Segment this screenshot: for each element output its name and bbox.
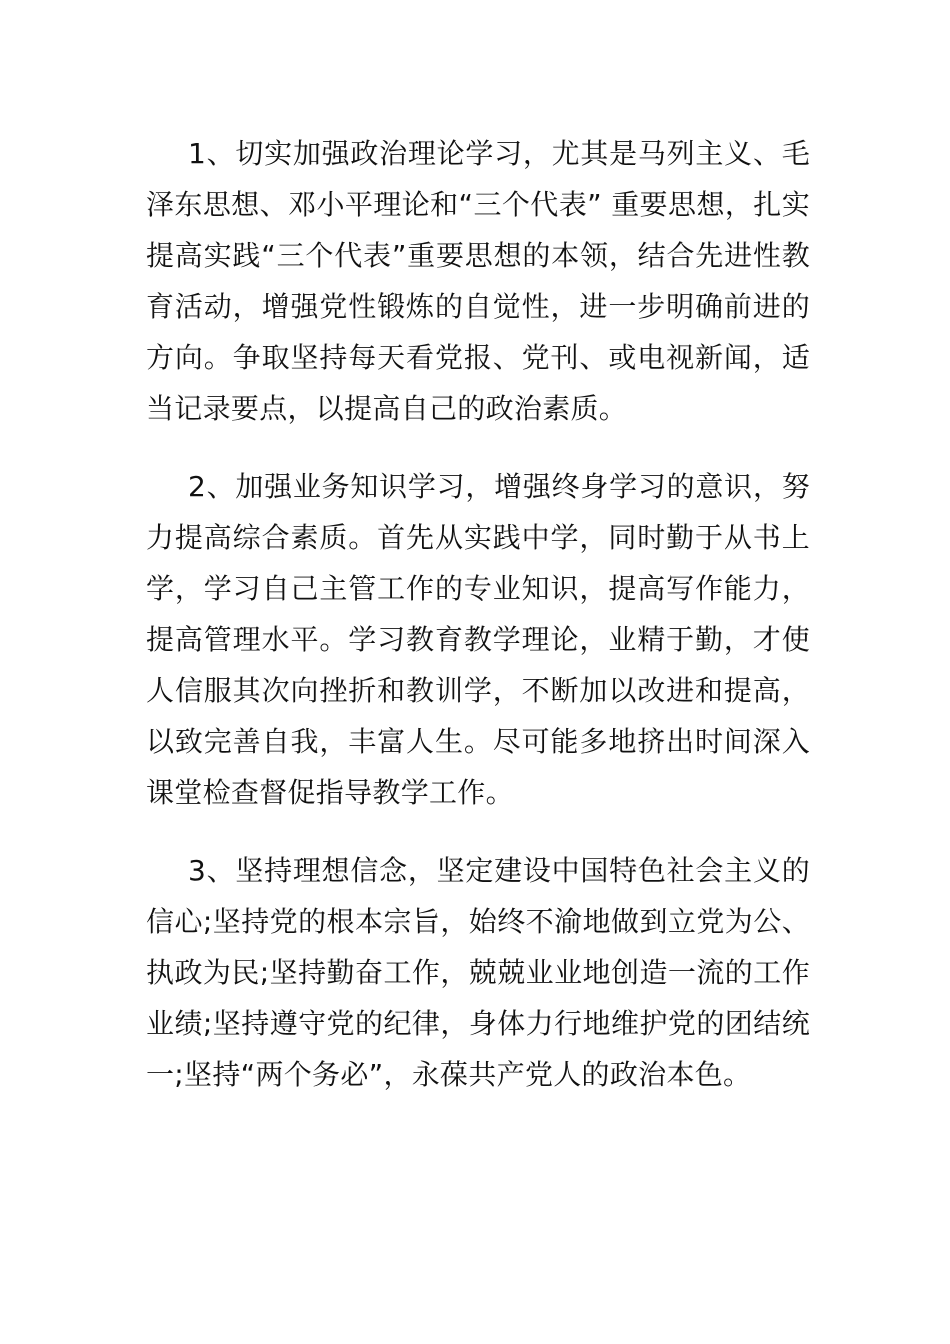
paragraph-2: 2、加强业务知识学习，增强终身学习的意识，努力提高综合素质。首先从实践中学，同时勤于从书上学，学习自己主管工作的专业知识，提高写作能力，提高管理水平。学习教育教学理论，业精于勤，才使人信服其次向挫折和教训学，不断加以改进和提高，以致完善自我，丰富人生。尽可能多地挤出时间深入课堂检查督促指导教学工作。	[146, 470, 810, 809]
document-body	[146, 128, 810, 1100]
paragraph-1: 1、切实加强政治理论学习，尤其是马列主义、毛泽东思想、邓小平理论和“三个代表” 重要思想，扎实提高实践“三个代表”重要思想的本领，结合先进性教育活动，增强党性锻炼的自觉性，进一步明确前进的方向。争取坚持每天看党报、党刊、或电视新闻，适当记录要点，以提高自己的政治素质。	[146, 137, 810, 425]
paragraph-3: 3、坚持理想信念，坚定建设中国特色社会主义的信心;坚持党的根本宗旨，始终不渝地做到立党为公、执政为民;坚持勤奋工作，兢兢业业地创造一流的工作业绩;坚持遵守党的纪律，身体力行地维护党的团结统一;坚持“两个务必”，永葆共产党人的政治本色。	[146, 854, 810, 1091]
